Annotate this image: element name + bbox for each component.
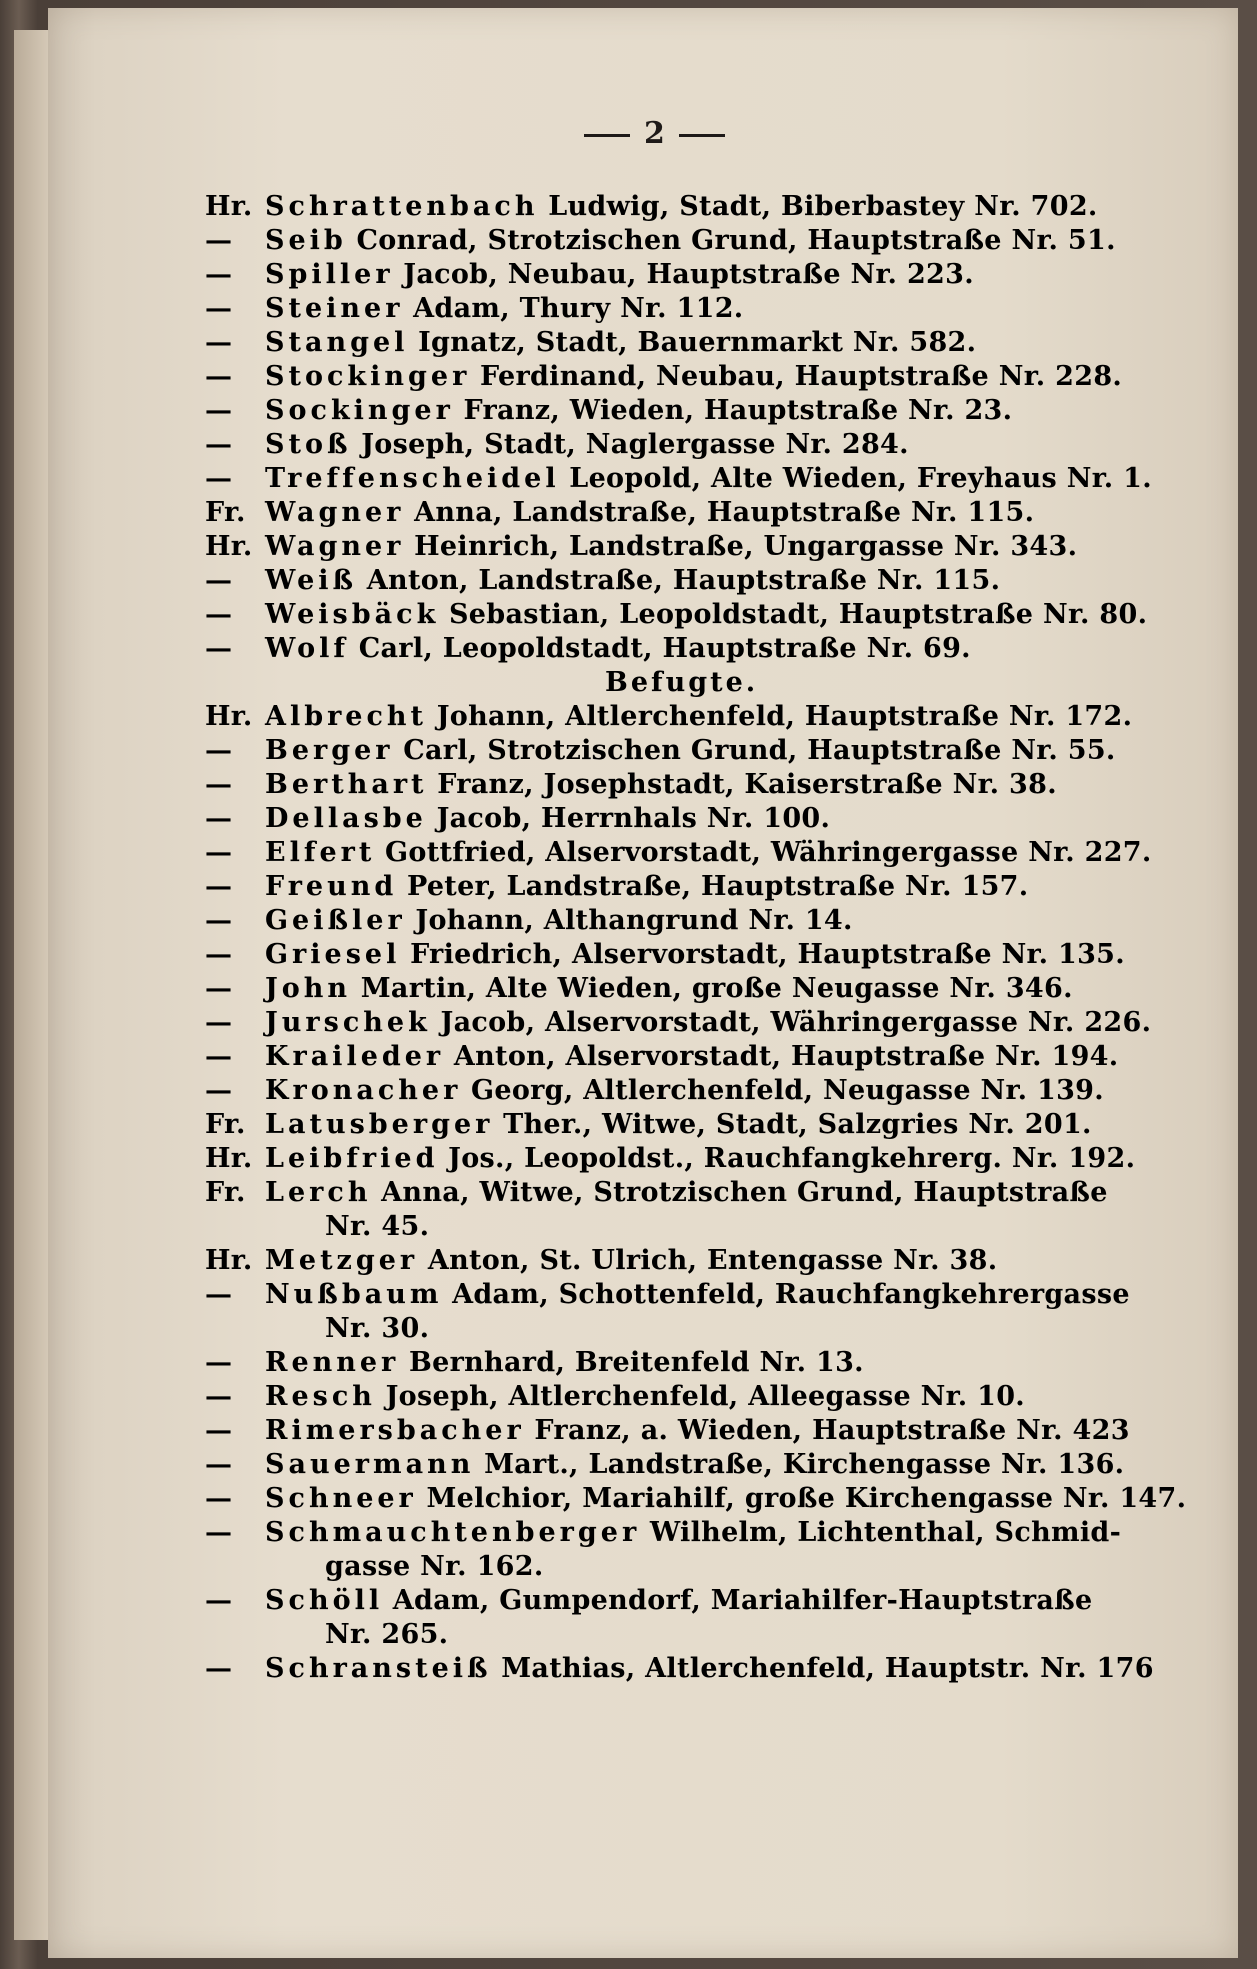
entry-surname: Freund [265,871,398,902]
directory-entry [205,1108,1195,1142]
entry-prefix: Hr. [205,191,253,222]
directory-entry [205,1414,1195,1448]
entry-surname: Dellasbe [265,803,427,834]
entry-details: Wilhelm, Lichtenthal, Schmid- [649,1517,1122,1548]
entry-prefix: — [205,429,233,460]
entry-surname: Stoß [265,429,352,460]
entry-prefix: Hr. [205,1143,253,1174]
entry-prefix: — [205,1585,233,1616]
directory-entry [205,734,1195,768]
entry-prefix: Fr. [205,1177,246,1208]
directory-entry [205,1618,1195,1652]
stacked-page-edges [14,30,51,1940]
entry-surname: Jurschek [265,1007,431,1038]
entry-prefix: — [205,905,233,936]
entry-details: Ludwig, Stadt, Biberbastey Nr. 702. [548,191,1098,222]
entry-details: Adam, Thury Nr. 112. [413,293,744,324]
entry-surname: Kraileder [265,1041,445,1072]
directory-entry [205,1312,1195,1346]
directory-entry [205,1244,1195,1278]
entry-prefix: — [205,1075,233,1106]
directory-entry [205,496,1195,530]
directory-entry [205,768,1195,802]
entry-surname: Schneer [265,1483,417,1514]
entry-surname: Weiß [265,565,358,596]
entry-details: Anna, Landstraße, Hauptstraße Nr. 115. [414,497,1035,528]
entry-prefix: — [205,1381,233,1412]
entry-prefix: — [205,1041,233,1072]
directory-entry [205,428,1195,462]
directory-entry [205,802,1195,836]
entry-details: Heinrich, Landstraße, Ungargasse Nr. 343. [414,531,1078,562]
entry-surname: Griesel [265,939,401,970]
entry-prefix: — [205,803,233,834]
entry-details: Jacob, Herrnhals Nr. 100. [436,803,831,834]
entry-prefix: — [205,633,233,664]
page-number [570,116,770,151]
entry-surname: Latusberger [265,1109,494,1140]
entry-surname: Schmauchtenberger [265,1517,641,1548]
entry-prefix: Hr. [205,531,253,562]
directory-entry [205,1040,1195,1074]
entry-prefix: Fr. [205,1109,246,1140]
entry-details: Anna, Witwe, Strotzischen Grund, Hauptstraße [381,1177,1108,1208]
directory-entry [205,1074,1195,1108]
entry-details: Nr. 265. [325,1619,449,1650]
entry-details: Franz, Wieden, Hauptstraße Nr. 23. [463,395,1013,426]
entry-prefix: Fr. [205,497,246,528]
entry-prefix: — [205,293,233,324]
entry-details: Anton, Alservorstadt, Hauptstraße Nr. 194. [453,1041,1119,1072]
entry-details: Carl, Strotzischen Grund, Hauptstraße Nr. 55. [403,735,1116,766]
directory-entry [205,938,1195,972]
directory-entry [205,1584,1195,1618]
entry-surname: Weisbäck [265,599,440,630]
entry-prefix: — [205,735,233,766]
entry-details: Bernhard, Breitenfeld Nr. 13. [408,1347,864,1378]
directory-entry [205,258,1195,292]
directory-entry [205,870,1195,904]
entry-prefix: — [205,871,233,902]
directory-entry [205,1176,1195,1210]
entry-details: Jacob, Alservorstadt, Währingergasse Nr. 226. [440,1007,1152,1038]
directory-entry [205,190,1195,224]
entry-details: Conrad, Strotzischen Grund, Hauptstraße Nr. 51. [356,225,1116,256]
entry-details: Gottfried, Alservorstadt, Währingergasse Nr. 227. [385,837,1152,868]
entry-surname: Rimersbacher [265,1415,525,1446]
entry-prefix: Hr. [205,1245,253,1276]
entry-details: Melchior, Mariahilf, große Kirchengasse Nr. 147. [426,1483,1187,1514]
entry-surname: Berger [265,735,394,766]
entry-details: Anton, Landstraße, Hauptstraße Nr. 115. [366,565,1001,596]
directory-entry [205,1448,1195,1482]
entry-prefix: — [205,327,233,358]
entry-surname: Wolf [265,633,350,664]
directory-entry [205,598,1195,632]
entry-details: Sebastian, Leopoldstadt, Hauptstraße Nr. 80. [448,599,1148,630]
entry-surname: Treffenscheidel [265,463,560,494]
entry-surname: Elfert [265,837,376,868]
directory-entry [205,1142,1195,1176]
entry-details: Adam, Schottenfeld, Rauchfangkehrergasse [452,1279,1130,1310]
entry-details: Johann, Altlerchenfeld, Hauptstraße Nr. 172. [436,701,1133,732]
entry-prefix: — [205,939,233,970]
section-heading: Befugte. [605,667,759,698]
entry-surname: Kronacher [265,1075,462,1106]
directory-entry [205,1550,1195,1584]
entry-details: Johann, Althangrund Nr. 14. [415,905,853,936]
directory-entry [205,394,1195,428]
entry-details: Adam, Gumpendorf, Mariahilfer-Hauptstraße [392,1585,1093,1616]
entry-surname: Albrecht [265,701,428,732]
entry-prefix: — [205,973,233,1004]
entry-surname: Geißler [265,905,406,936]
entry-details: Jacob, Neubau, Hauptstraße Nr. 223. [403,259,974,290]
entry-surname: Nußbaum [265,1279,443,1310]
entry-details: Joseph, Altlerchenfeld, Alleegasse Nr. 10. [385,1381,1025,1412]
entry-prefix: — [205,361,233,392]
entry-details: Leopold, Alte Wieden, Freyhaus Nr. 1. [569,463,1152,494]
entry-surname: Stangel [265,327,409,358]
entry-surname: Resch [265,1381,376,1412]
directory-entry [205,700,1195,734]
entry-prefix: — [205,1415,233,1446]
directory-entry [205,1006,1195,1040]
page-number-text: 2 [644,116,665,151]
dash-left [584,134,630,137]
entry-prefix: — [205,599,233,630]
directory-entry [205,1210,1195,1244]
entry-surname: Berthart [265,769,428,800]
entry-surname: Sauermann [265,1449,475,1480]
entry-surname: Metzger [265,1245,419,1276]
entry-prefix: — [205,565,233,596]
entry-prefix: — [205,259,233,290]
directory-entry [205,462,1195,496]
entry-prefix: — [205,225,233,256]
entry-details: Nr. 30. [325,1313,430,1344]
entry-prefix: — [205,769,233,800]
directory-entry [205,530,1195,564]
entry-prefix: — [205,1449,233,1480]
entry-surname: Leibfried [265,1143,439,1174]
entry-details: Ignatz, Stadt, Bauernmarkt Nr. 582. [418,327,977,358]
entry-prefix: — [205,463,233,494]
entry-surname: Schrattenbach [265,191,539,222]
directory-entry [205,564,1195,598]
entry-prefix: — [205,1653,233,1684]
directory-entry [205,632,1195,666]
entry-details: Friedrich, Alservorstadt, Hauptstraße Nr. 135. [410,939,1125,970]
entry-surname: Schöll [265,1585,384,1616]
entry-details: Nr. 45. [325,1211,430,1242]
entry-prefix: — [205,395,233,426]
dash-right [679,134,725,137]
entry-details: Franz, Josephstadt, Kaiserstraße Nr. 38. [437,769,1057,800]
directory-entry [205,904,1195,938]
directory-entry [205,360,1195,394]
entry-prefix: — [205,1279,233,1310]
directory-entry [205,1346,1195,1380]
entry-details: Mart., Landstraße, Kirchengasse Nr. 136. [484,1449,1125,1480]
entry-prefix: — [205,837,233,868]
entry-surname: Wagner [265,497,405,528]
directory-entry [205,326,1195,360]
entry-surname: Wagner [265,531,405,562]
entry-details: Georg, Altlerchenfeld, Neugasse Nr. 139. [471,1075,1104,1106]
entry-surname: Sockinger [265,395,454,426]
directory-list [205,190,1195,1686]
entry-details: Martin, Alte Wieden, große Neugasse Nr. 346. [360,973,1073,1004]
entry-surname: Steiner [265,293,404,324]
entry-prefix: — [205,1007,233,1038]
directory-entry [205,972,1195,1006]
directory-entry [205,1516,1195,1550]
directory-entry [205,1278,1195,1312]
entry-details: Jos., Leopoldst., Rauchfangkehrerg. Nr. 192. [448,1143,1136,1174]
entry-surname: John [265,973,352,1004]
entry-surname: Stockinger [265,361,471,392]
entry-surname: Schransteiß [265,1653,492,1684]
entry-surname: Seib [265,225,347,256]
directory-entry [205,224,1195,258]
entry-details: gasse Nr. 162. [325,1551,544,1582]
directory-entry [205,836,1195,870]
entry-prefix: — [205,1347,233,1378]
directory-entry [205,292,1195,326]
entry-prefix: — [205,1517,233,1548]
directory-entry [205,1380,1195,1414]
entry-prefix: — [205,1483,233,1514]
entry-details: Ferdinand, Neubau, Hauptstraße Nr. 228. [480,361,1123,392]
directory-entry [205,1482,1195,1516]
entry-details: Franz, a. Wieden, Hauptstraße Nr. 423 [534,1415,1130,1446]
entry-surname: Lerch [265,1177,372,1208]
entry-details: Anton, St. Ulrich, Entengasse Nr. 38. [427,1245,998,1276]
entry-details: Joseph, Stadt, Naglergasse Nr. 284. [361,429,909,460]
entry-details: Carl, Leopoldstadt, Hauptstraße Nr. 69. [358,633,971,664]
entry-prefix: Hr. [205,701,253,732]
entry-details: Peter, Landstraße, Hauptstraße Nr. 157. [406,871,1029,902]
entry-details: Mathias, Altlerchenfeld, Hauptstr. Nr. 176 [501,1653,1154,1684]
entry-surname: Spiller [265,259,394,290]
directory-entry [205,1652,1195,1686]
entry-surname: Renner [265,1347,400,1378]
entry-details: Ther., Witwe, Stadt, Salzgries Nr. 201. [503,1109,1092,1140]
